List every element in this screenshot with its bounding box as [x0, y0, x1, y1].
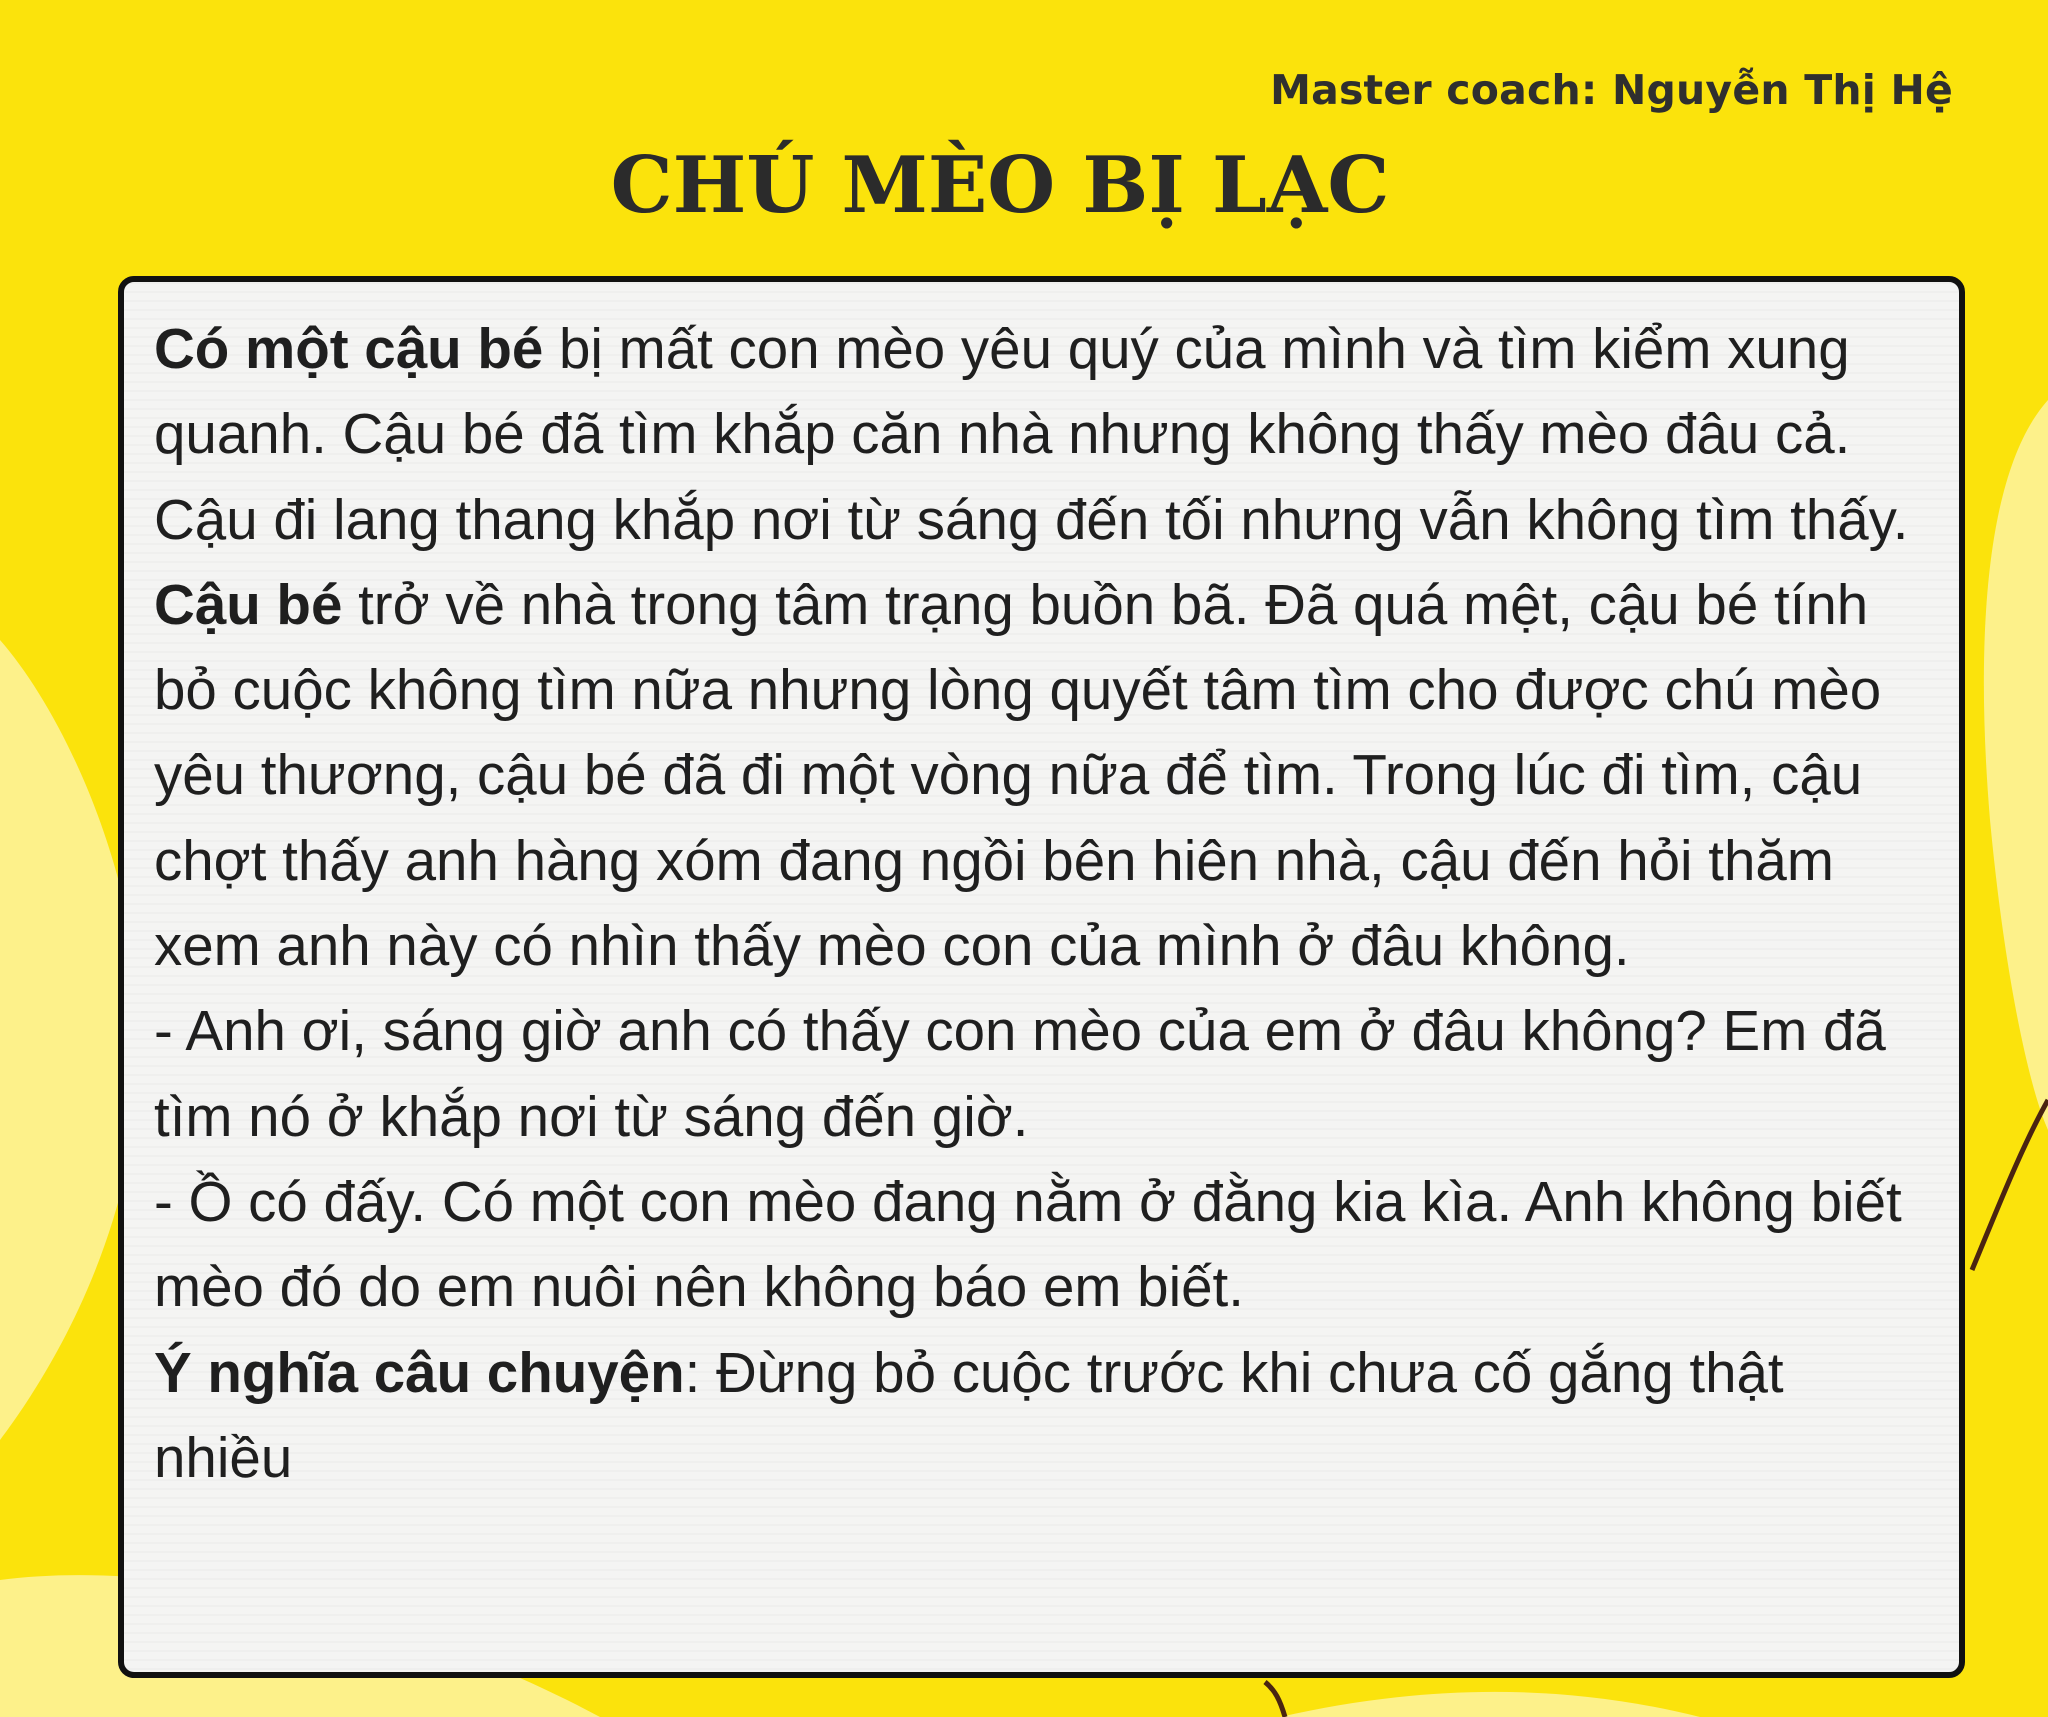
story-card [118, 276, 1965, 1678]
paragraph-2-text: trở về nhà trong tâm trạng buồn bã. Đã quá mệt, cậu bé tính bỏ cuộc không tìm nữa nhưng lòng quyết tâm tìm cho được chú mèo yêu thương, cậu bé đã đi một vòng nữa để tìm. Trong lúc đi tìm, cậu chợt thấy anh hàng xóm đang ngồi bên hiên nhà, cậu đến hỏi thăm xem anh này có nhìn thấy mèo con của mình ở đâu không. [154, 572, 1882, 978]
bottom-right-pale-blob [1280, 1692, 1700, 1717]
paragraph-1-lead: Có một cậu bé [154, 317, 544, 380]
moral-label: Ý nghĩa câu chuyện [154, 1340, 685, 1404]
moral-paragraph [154, 1330, 1919, 1501]
dialogue-line-1: - Anh ơi, sáng giờ anh có thấy con mèo của em ở đâu không? Em đã tìm nó ở khắp nơi từ sáng đến giờ. [154, 999, 1886, 1148]
right-pale-blob [1984, 400, 2048, 1130]
dialogue-line-2: - Ồ có đấy. Có một con mèo đang nằm ở đằng kia kìa. Anh không biết mèo đó do em nuôi nên không báo em biết. [154, 1169, 1902, 1319]
story-paragraph-2 [154, 562, 1919, 988]
bottom-branch-line [1265, 1682, 1285, 1717]
paragraph-1-text: bị mất con mèo yêu quý của mình và tìm kiểm xung quanh. Cậu bé đã tìm khắp căn nhà nhưng không thấy mèo đâu cả. Cậu đi lang thang khắp nơi từ sáng đến tối nhưng vẫn không tìm thấy. [154, 317, 1909, 551]
right-branch-line [1972, 1100, 2048, 1270]
story-title: CHÚ MÈO BỊ LẠC [610, 140, 1390, 231]
moral-text: : Đừng bỏ cuộc trước khi chưa cố gắng thật nhiều [154, 1340, 1784, 1489]
coach-credit: Master coach: Nguyễn Thị Hệ [1270, 66, 1953, 114]
story-paragraph-1 [154, 306, 1919, 562]
paragraph-2-lead: Cậu bé [154, 572, 343, 636]
